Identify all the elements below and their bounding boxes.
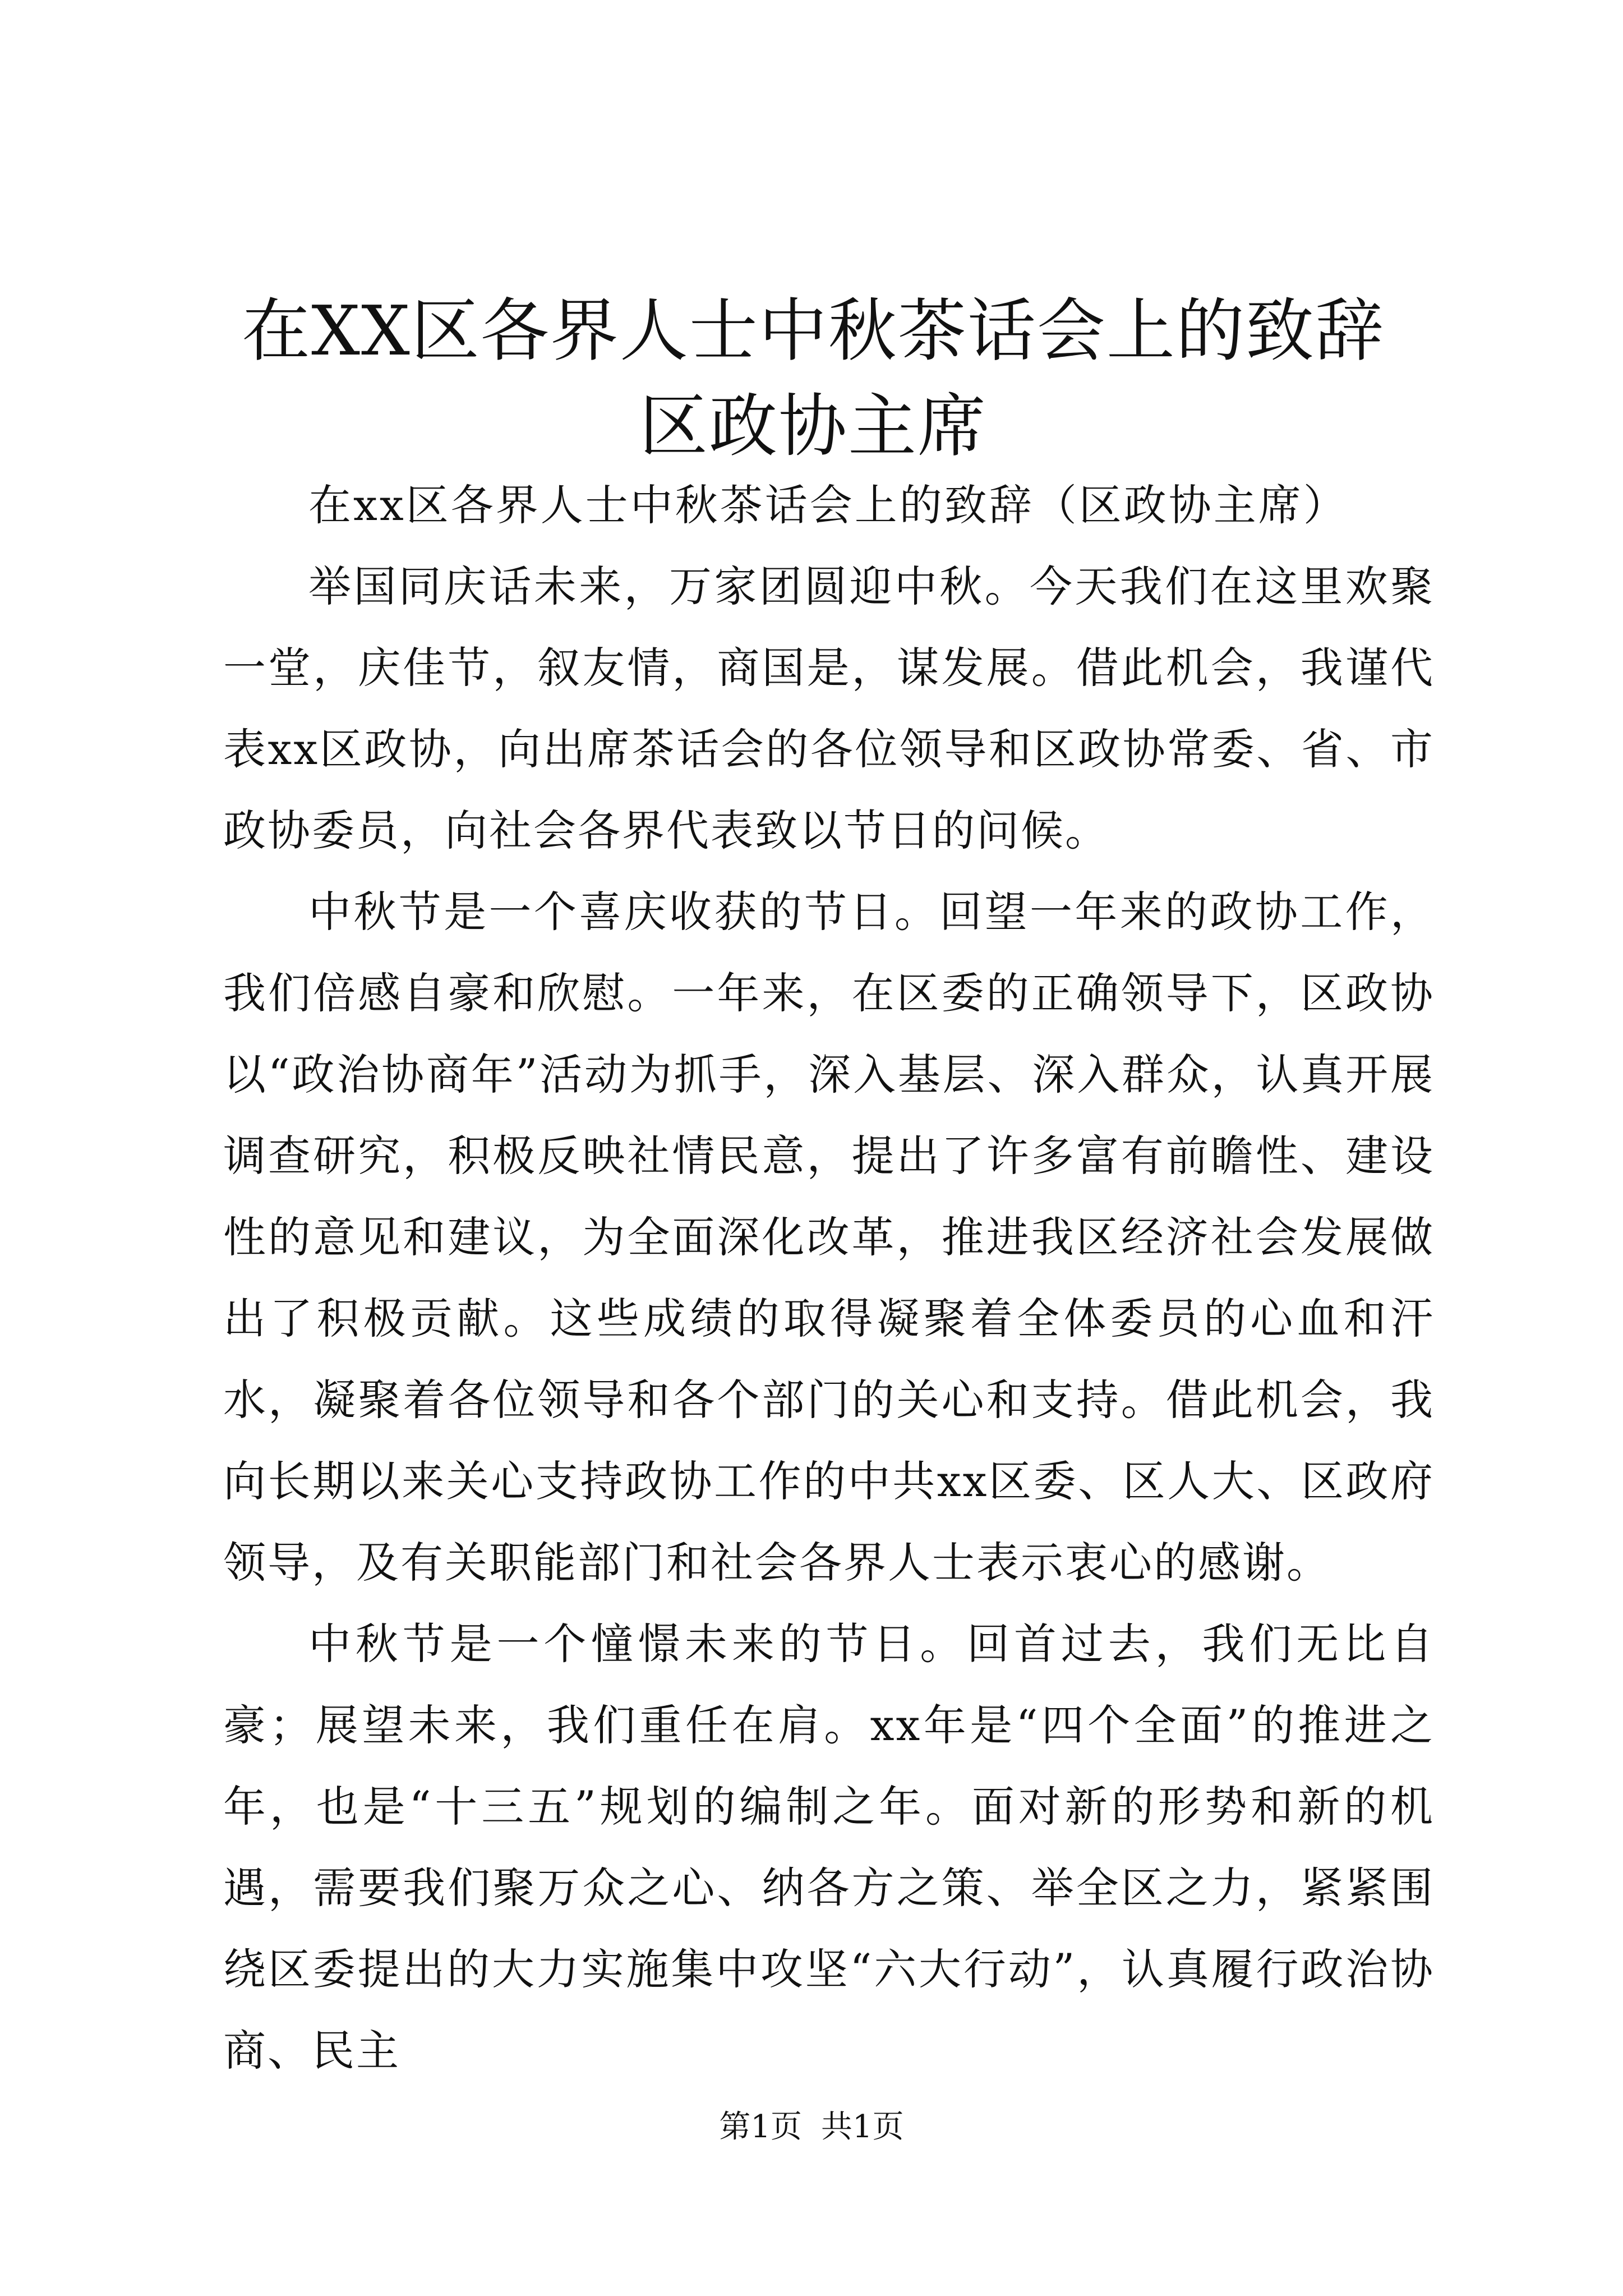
page-number-total: 共1页 [821,2109,904,2145]
paragraph-3: 中秋节是一个憧憬未来的节日。回首过去，我们无比自豪；展望未来，我们重任在肩。xx年是“四个全面”的推进之年，也是“十三五”规划的编制之年。面对新的形势和新的机遇，需要我们聚万众之心、纳各方之策、举全区之力，紧紧围绕区委提出的大力实施集中攻坚“六大行动”，认真履行政治协商、民主 [223,1619,1435,2076]
document-title: 在XX区各界人士中秋茶话会上的致辞区政协主席 [242,291,1385,466]
document-body [223,464,1435,2091]
speech-subtitle: 在xx区各界人士中秋茶话会上的致辞（区政协主席） [308,480,1348,530]
page-number-current: 第1页 [719,2109,802,2145]
paragraph-1: 举国同庆话未来，万家团圆迎中秋。今天我们在这里欢聚一堂，庆佳节，叙友情，商国是，谋发展。借此机会，我谨代表xx区政协，向出席茶话会的各位领导和区政协常委、省、市政协委员，向社会各界代表致以节日的问候。 [223,562,1435,855]
page-footer [0,2105,1623,2150]
paragraph-2: 中秋节是一个喜庆收获的节日。回望一年来的政协工作，我们倍感自豪和欣慰。一年来，在区委的正确领导下，区政协以“政治协商年”活动为抓手，深入基层、深入群众，认真开展调查研究，积极反映社情民意，提出了许多富有前瞻性、建设性的意见和建议，为全面深化改革，推进我区经济社会发展做出了积极贡献。这些成绩的取得凝聚着全体委员的心血和汗水，凝聚着各位领导和各个部门的关心和支持。借此机会，我向长期以来关心支持政协工作的中共xx区委、区人大、区政府领导，及有关职能部门和社会各界人士表示衷心的感谢。 [223,887,1435,1588]
